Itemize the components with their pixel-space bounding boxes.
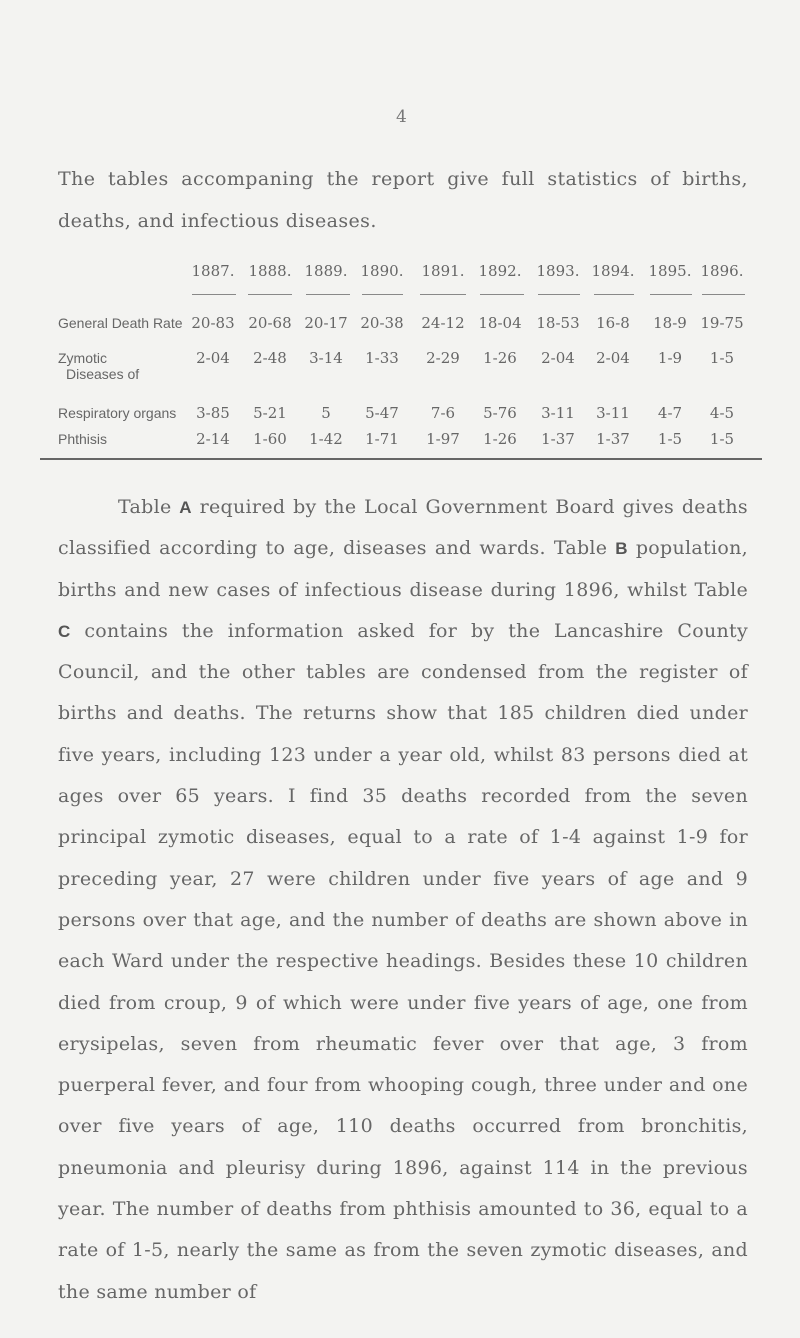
year-underline <box>362 294 403 295</box>
table-cell: 2-48 <box>253 349 287 367</box>
year-header: 1892. <box>478 262 522 280</box>
body-text-seg3: population, births and new cases of infectious disease during 1896, whilst Table <box>58 537 748 601</box>
table-cell: 16-8 <box>596 314 630 332</box>
table-cell: 5 <box>321 404 331 422</box>
row-label <box>58 405 176 421</box>
year-underline <box>480 294 524 295</box>
year-underline <box>594 294 634 295</box>
year-header: 1891. <box>421 262 465 280</box>
row-label <box>58 315 183 331</box>
row-label-line: Diseases of <box>66 366 140 382</box>
table-cell: 1-71 <box>365 430 399 448</box>
year-header: 1890. <box>360 262 404 280</box>
table-cell: 3-11 <box>541 404 575 422</box>
year-header: 1896. <box>700 262 744 280</box>
row-label-line: General Death Rate <box>58 315 183 331</box>
table-bottom-rule <box>40 458 762 460</box>
body-text-seg1: Table <box>118 496 180 518</box>
table-cell: 4-5 <box>709 404 735 422</box>
table-cell: 4-7 <box>657 404 683 422</box>
year-underline <box>650 294 692 295</box>
year-underline <box>306 294 350 295</box>
year-header: 1894. <box>591 262 635 280</box>
table-cell: 2-14 <box>196 430 230 448</box>
table-cell: 20-17 <box>304 314 348 332</box>
table-cell: 3-11 <box>596 404 630 422</box>
table-cell: 1-42 <box>309 430 343 448</box>
table-cell: 5-21 <box>253 404 287 422</box>
table-cell: 1-5 <box>709 430 735 448</box>
intro-paragraph <box>58 158 748 242</box>
table-cell: 19-75 <box>700 314 744 332</box>
table-cell: 2-04 <box>196 349 230 367</box>
body-text-seg2: required by the Local Government Board gives deaths classified according to age, diseases and wards. Table <box>58 496 748 560</box>
year-underline <box>702 294 745 295</box>
table-letter-a: A <box>179 498 192 517</box>
table-cell: 1-26 <box>483 430 517 448</box>
page-number: 4 <box>396 107 407 127</box>
year-underline <box>420 294 466 295</box>
year-underline <box>192 294 236 295</box>
table-cell: 1-5 <box>657 430 683 448</box>
table-cell: 24-12 <box>421 314 465 332</box>
table-cell: 1-26 <box>483 349 517 367</box>
year-header: 1889. <box>304 262 348 280</box>
table-cell: 5-47 <box>365 404 399 422</box>
table-cell: 1-60 <box>253 430 287 448</box>
intro-text: The tables accompaning the report give full statistics of births, deaths, and infectious diseases. <box>58 168 748 232</box>
table-cell: 3-14 <box>309 349 343 367</box>
table-cell: 3-85 <box>196 404 230 422</box>
table-cell: 18-9 <box>653 314 687 332</box>
table-cell: 1-5 <box>709 349 735 367</box>
table-letter-c: C <box>58 621 71 641</box>
table-cell: 1-97 <box>426 430 460 448</box>
table-cell: 2-04 <box>541 349 575 367</box>
table-cell: 20-68 <box>248 314 292 332</box>
row-label-line: Respiratory organs <box>58 405 177 421</box>
year-header: 1893. <box>536 262 580 280</box>
year-underline <box>538 294 580 295</box>
table-cell: 18-04 <box>478 314 522 332</box>
year-underline <box>248 294 292 295</box>
body-paragraph <box>58 487 748 1313</box>
table-cell: 20-83 <box>191 314 235 332</box>
table-cell: 1-37 <box>596 430 630 448</box>
table-cell: 1-9 <box>657 349 683 367</box>
table-cell: 2-29 <box>426 349 460 367</box>
row-label <box>58 350 139 382</box>
table-cell: 1-33 <box>365 349 399 367</box>
table-cell: 20-38 <box>360 314 404 332</box>
table-cell: 5-76 <box>483 404 517 422</box>
table-cell: 2-04 <box>596 349 630 367</box>
row-label-line: Zymotic <box>58 350 107 366</box>
year-header: 1888. <box>248 262 292 280</box>
table-cell: 1-37 <box>541 430 575 448</box>
year-header: 1887. <box>191 262 235 280</box>
year-header: 1895. <box>648 262 692 280</box>
row-label <box>58 431 107 447</box>
table-cell: 7-6 <box>430 404 456 422</box>
body-text-seg4: contains the information asked for by the Lancashire County Council, and the other tables are condensed from the register of births and deaths. The returns show that 185 children died under five years, including 123 under a year old, whilst 83 persons died at ages over 65 years. I find 35 deaths recorded from the seven principal zymotic diseases, equal to a rate of 1-4 against 1-9 for preceding year, 27 were children under five years of age and 9 persons over that age, and the number of deaths are shown above in each Ward under the respective headings. Besides these 10 children died from croup, 9 of which were under five years of age, one from erysipelas, seven from rheumatic fever over that age, 3 from puerperal fever, and four from whooping cough, three under and one over five years of age, 110 deaths occurred from bronchitis, pneumonia and pleurisy during 1896, against 114 in the previous year. The number of deaths from phthisis amounted to 36, equal to a rate of 1-5, nearly the same as from the seven zymotic diseases, and the same number of <box>58 619 748 1303</box>
table-cell: 18-53 <box>536 314 580 332</box>
table-letter-b: B <box>615 539 628 559</box>
row-label-line: Phthisis <box>58 431 108 447</box>
